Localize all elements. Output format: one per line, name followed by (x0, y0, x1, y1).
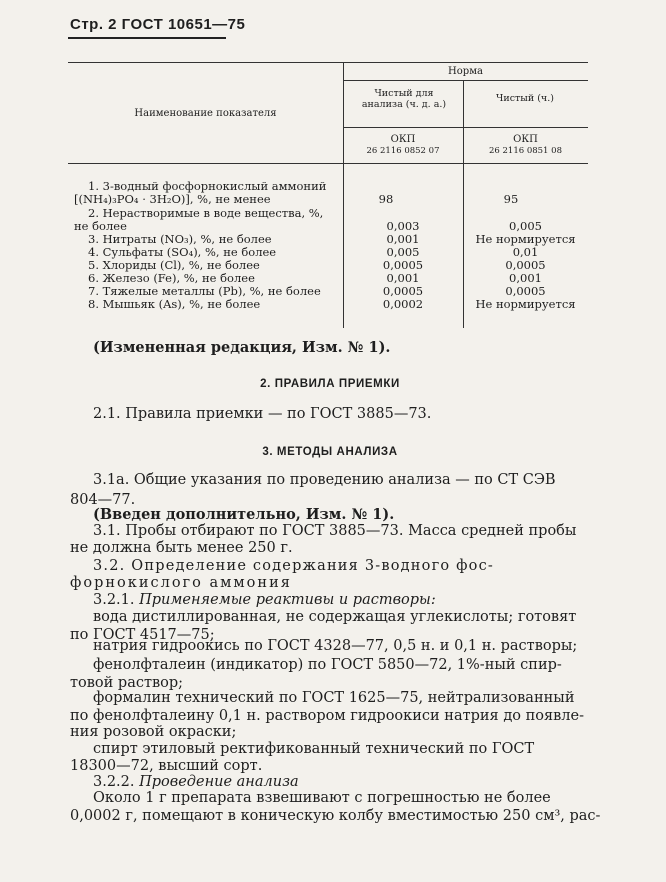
amendment-note-2: (Введен дополнительно, Изм. № 1). (93, 506, 395, 523)
col-name-header: Наименование показателя (134, 108, 277, 119)
para-3-2-2-number: 3.2.2. (93, 774, 135, 790)
reagent-4-l1: формалин технический по ГОСТ 1625—75, нейтрализованный (93, 690, 575, 706)
row2-name-l1: 2. Нерастворимые в воде вещества, %, (88, 206, 324, 220)
row1-name-l1: 1. 3-водный фосфорнокислый аммоний (88, 179, 327, 193)
reagent-4-l3: ния розовой окраски; (70, 724, 237, 740)
row8-v2: Не нормируется (475, 297, 576, 311)
section-3-title: 3. МЕТОДЫ АНАЛИЗА (262, 446, 398, 458)
para-3-1a-l2: 804—77. (70, 492, 136, 508)
norms-table (0, 0, 666, 340)
row8-name: 8. Мышьяк (As), %, не более (88, 297, 261, 311)
para-3-2-l2: форнокислого аммония (70, 575, 292, 591)
reagent-1-l2: по ГОСТ 4517—75; (70, 627, 215, 643)
row7-name: 7. Тяжелые металлы (Pb), %, не более (88, 284, 321, 298)
grade1-okp-label: ОКП (390, 134, 416, 145)
row7-v1: 0,0005 (382, 284, 424, 298)
para-3-1-l2: не должна быть менее 250 г. (70, 540, 293, 556)
para-3-2-1-title: Применяемые реактивы и растворы: (139, 592, 436, 608)
page-reference: Стр. 2 ГОСТ 10651—75 (70, 16, 246, 33)
row3-v1: 0,001 (386, 232, 420, 246)
para-3-2-1-number: 3.2.1. (93, 592, 135, 608)
row4-v1: 0,005 (386, 245, 420, 259)
para-3-1a-l1: 3.1а. Общие указания по проведению анализа — по СТ СЭВ (93, 472, 556, 488)
okp-rule (343, 127, 588, 128)
row6-v1: 0,001 (386, 271, 420, 285)
reagent-3-l1: фенолфталеин (индикатор) по ГОСТ 5850—72, 1%-ный спир- (93, 657, 562, 673)
row1-v2: 95 (503, 192, 519, 206)
row5-name: 5. Хлориды (Cl), %, не более (88, 258, 260, 272)
amendment-note-1: (Измененная редакция, Изм. № 1). (93, 339, 391, 356)
row3-name: 3. Нитраты (NO₃), %, не более (88, 232, 272, 246)
reagent-2: натрия гидроокись по ГОСТ 4328—77, 0,5 н. и 0,1 н. растворы; (93, 638, 578, 654)
row4-name: 4. Сульфаты (SO₄), %, не более (88, 245, 277, 259)
grade2-okp-label: ОКП (513, 134, 538, 145)
section-2-title: 2. ПРАВИЛА ПРИЕМКИ (260, 378, 400, 390)
para-2-1: 2.1. Правила приемки — по ГОСТ 3885—73. (93, 406, 432, 422)
reagent-4-l2: по фенолфталеину 0,1 н. раствором гидроокиси натрия до появле- (70, 708, 584, 724)
row5-v1: 0,0005 (382, 258, 424, 272)
row2-v2: 0,005 (509, 219, 542, 233)
grade2-name: Чистый (ч.) (496, 93, 554, 104)
para-3-1-l1: 3.1. Пробы отбирают по ГОСТ 3885—73. Масса средней пробы (93, 523, 577, 539)
row1-name-l2: [(NH₄)₃PO₄ · 3H₂O)], %, не менее (74, 192, 271, 206)
row2-v1: 0,003 (386, 219, 420, 233)
para-3-2-2-l1: Около 1 г препарата взвешивают с погрешностью не более (93, 790, 551, 806)
row2-name-l2: не более (74, 219, 127, 233)
row4-v2: 0,01 (512, 245, 539, 259)
reagent-5-l1: спирт этиловый ректификованный технический по ГОСТ (93, 741, 535, 757)
header-bottom-rule (68, 163, 588, 164)
grade2-okp-code: 26 2116 0851 08 (488, 146, 562, 156)
grade1-name: Чистый для анализа (ч. д. а.) (361, 88, 447, 110)
row7-v2: 0,0005 (505, 284, 546, 298)
norm-header: Норма (448, 66, 483, 77)
row5-v2: 0,0005 (505, 258, 546, 272)
reagent-5-l2: 18300—72, высший сорт. (70, 758, 263, 774)
table-top-rule (68, 62, 588, 63)
row6-v2: 0,001 (509, 271, 542, 285)
para-3-2-2-l2: 0,0002 г, помещают в коническую колбу вместимостью 250 см³, рас- (70, 808, 601, 824)
norm-header-rule (343, 80, 588, 81)
grade1-okp-code: 26 2116 0852 07 (366, 146, 440, 156)
reagent-3-l2: товой раствор; (70, 675, 184, 691)
row6-name: 6. Железо (Fe), %, не более (88, 271, 255, 285)
row1-v1: 98 (378, 192, 394, 206)
row3-v2: Не нормируется (475, 232, 576, 246)
para-3-2-l1: 3.2. Определение содержания 3-водного фос- (93, 558, 494, 574)
row8-v1: 0,0002 (382, 297, 424, 311)
reagent-1-l1: вода дистиллированная, не содержащая углекислоты; готовят (93, 609, 577, 625)
para-3-2-2-title: Проведение анализа (139, 774, 299, 790)
